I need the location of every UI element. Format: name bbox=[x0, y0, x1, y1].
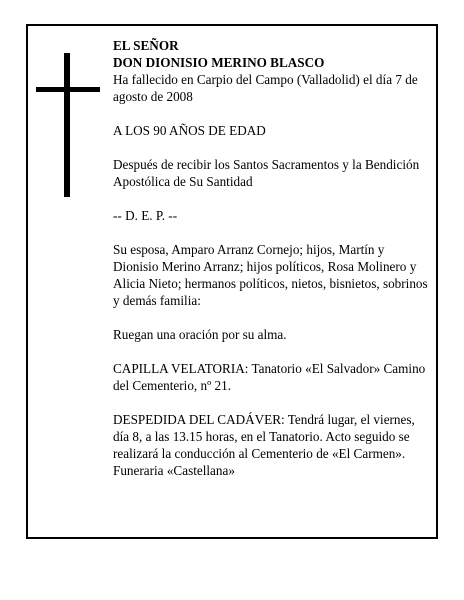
deceased-title: EL SEÑOR bbox=[113, 38, 179, 53]
funeral-chapel: CAPILLA VELATORIA: Tanatorio «El Salvador» Camino del Cementerio, nº 21. bbox=[113, 361, 426, 393]
death-announcement: Ha fallecido en Carpio del Campo (Valladolid) el día 7 de agosto de 2008 bbox=[113, 72, 418, 104]
age-at-death: A LOS 90 AÑOS DE EDAD bbox=[113, 123, 266, 138]
family-list: Su esposa, Amparo Arranz Cornejo; hijos, Martín y Dionisio Merino Arranz; hijos políticos, Rosa Molinero y Alicia Nieto; hermanos políticos, nietos, bisnietos, sobrinos y demás familia: bbox=[113, 242, 428, 308]
cross-horizontal-bar bbox=[36, 87, 100, 92]
prayer-request: Ruegan una oración por su alma. bbox=[113, 327, 287, 342]
obituary-text bbox=[113, 37, 431, 479]
funeral-home: Funeraria «Castellana» bbox=[113, 463, 235, 478]
cross-icon bbox=[36, 53, 100, 197]
deceased-name: DON DIONISIO MERINO BLASCO bbox=[113, 55, 325, 70]
cross-vertical-bar bbox=[64, 53, 70, 197]
sacraments-note: Después de recibir los Santos Sacramentos y la Bendición Apostólica de Su Santidad bbox=[113, 157, 420, 189]
farewell-details: DESPEDIDA DEL CADÁVER: Tendrá lugar, el viernes, día 8, a las 13.15 horas, en el Tanatorio. Acto seguido se realizará la conducción al Cementerio de «El Carmen». bbox=[113, 412, 415, 461]
rest-in-peace: -- D. E. P. -- bbox=[113, 208, 178, 223]
